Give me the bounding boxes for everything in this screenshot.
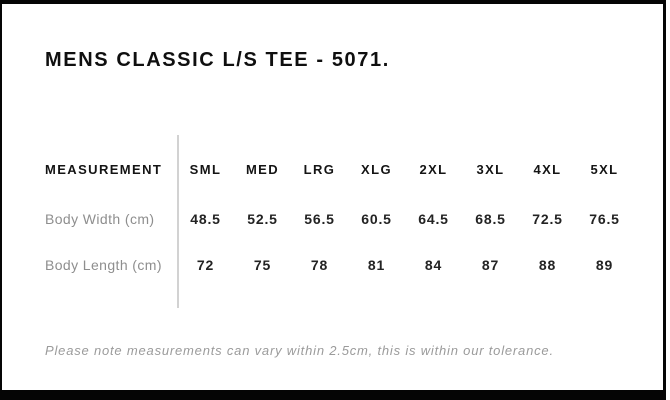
measurement-value: 60.5 [361, 211, 392, 227]
measurement-value: 78 [310, 257, 329, 273]
row-label: Body Length (cm) [45, 257, 162, 273]
tolerance-note: Please note measurements can vary within 2.5cm, this is within our tolerance. [45, 343, 554, 358]
measurement-value: 84 [424, 257, 443, 273]
row-label: Body Width (cm) [45, 211, 155, 227]
column-header-size-lrg: LRG [303, 161, 336, 177]
column-header-size-2xl: 2XL [419, 161, 448, 177]
measurement-value: 64.5 [418, 211, 449, 227]
measurement-value: 72 [196, 257, 215, 273]
page-title: MENS CLASSIC L/S TEE - 5071. [45, 49, 390, 71]
column-header-measurement: MEASUREMENT [45, 161, 163, 177]
table-row-body-length [45, 242, 633, 288]
size-chart-table [45, 142, 633, 288]
column-header-size-sml: SML [189, 161, 222, 177]
measurement-value: 81 [367, 257, 386, 273]
measurement-value: 89 [595, 257, 614, 273]
measurement-value: 52.5 [247, 211, 278, 227]
column-header-size-med: MED [245, 161, 280, 177]
measurement-value: 87 [481, 257, 500, 273]
measurement-value: 48.5 [190, 211, 221, 227]
column-header-size-3xl: 3XL [476, 161, 505, 177]
table-row-body-width [45, 196, 633, 242]
measurement-value: 56.5 [304, 211, 335, 227]
table-header-row [45, 142, 633, 196]
measurement-value: 88 [538, 257, 557, 273]
measurement-value: 72.5 [532, 211, 563, 227]
column-header-size-5xl: 5XL [590, 161, 619, 177]
measurement-value: 76.5 [589, 211, 620, 227]
measurement-value: 75 [253, 257, 272, 273]
column-header-size-xlg: XLG [361, 161, 392, 177]
column-header-size-4xl: 4XL [533, 161, 562, 177]
measurement-value: 68.5 [475, 211, 506, 227]
